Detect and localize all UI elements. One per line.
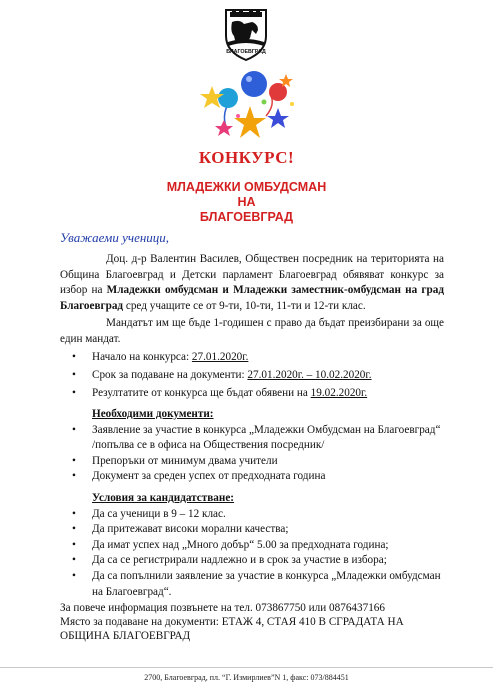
- footer-address: 2700, Благоевград, пл. “Г. Измирлиев”N 1, факс: 073/884451: [144, 673, 349, 682]
- list-item: • Да са се регистрирали надлежно и в срок за участие в избора;: [66, 553, 446, 569]
- greeting: Уважаеми ученици,: [60, 230, 170, 245]
- list-item: [66, 350, 446, 366]
- dates-list: [66, 350, 446, 404]
- intro-paragraph-1: [60, 252, 444, 314]
- contact-location-line: Място за подаване на документи: ЕТАЖ 4, СТАЯ 410 В СГРАДАТА НА ОБЩИНА БЛАГОЕВГРАД: [60, 616, 404, 642]
- intro-text-part: сред учащите се от 9-ти, 10-ти, 11-ти и 12-ти клас.: [123, 299, 366, 312]
- contest-heading: КОНКУРС!: [198, 148, 295, 167]
- title-line-1: МЛАДЕЖКИ ОМБУДСМАН: [166, 180, 327, 194]
- date-value: 27.01.2020г. – 10.02.2020г.: [247, 369, 372, 382]
- list-item: [66, 368, 446, 384]
- intro-paragraph-2: Мандатът им ще бъде 1-годишен с право да бъдат преизбирани за още един мандат.: [60, 317, 444, 345]
- list-item: • Препоръки от минимум двама учители: [66, 454, 446, 470]
- contest-title: [0, 180, 493, 225]
- stars-balloons-decoration: [194, 68, 304, 152]
- list-item: • Да са ученици в 9 – 12 клас.: [66, 507, 446, 523]
- date-value: 27.01.2020г.: [191, 351, 249, 363]
- list-item: • Да са попълнили заявление за участие в конкурса „Младежки омбудсман на Благоевград“.: [66, 569, 446, 600]
- title-line-2: НА: [237, 195, 256, 209]
- contact-phone-line: За повече информация позвънете на тел. 073867750 или 0876437166: [60, 602, 385, 614]
- date-label: Начало на конкурса:: [92, 351, 192, 363]
- conditions-heading: Условия за кандидатстване:: [92, 492, 235, 504]
- date-value: 19.02.2020г.: [310, 387, 368, 400]
- list-item: [66, 386, 446, 402]
- list-item: • Да имат успех над „Много добър“ 5.00 за предходната година;: [66, 538, 446, 554]
- date-label: Резултатите от конкурса ще бъдат обявени на: [92, 387, 311, 400]
- conditions-section: [66, 491, 446, 600]
- intro-text: [60, 252, 444, 348]
- title-line-3: БЛАГОЕВГРАД: [199, 210, 294, 224]
- intro-bold-text: Младежки омбудсман и Младежки заместник-омбудсман на град Благоевград: [60, 284, 444, 312]
- intro-text-part: Доц. д-р Валентин Василев, Обществен посредник на територията на Община Благоевград и Детски парламент Благоевград обявяват конкурс за избор на: [60, 253, 444, 297]
- crest-text: БЛАГОЕВГРАД: [226, 49, 266, 55]
- blagoevgrad-crest-logo: [222, 6, 270, 62]
- date-label: Срок за подаване на документи:: [92, 369, 248, 382]
- footer-divider: [0, 667, 493, 668]
- contact-info: [60, 601, 450, 643]
- documents-heading: Необходими документи:: [92, 408, 214, 420]
- list-item: • Заявление за участие в конкурса „Младежки Омбудсман на Благоевград“ /попълва се в офиса на Обществения посредник/: [66, 423, 446, 454]
- list-item: • Документ за среден успех от предходната година: [66, 469, 446, 485]
- documents-section: [66, 407, 446, 485]
- list-item: • Да притежават високи морални качества;: [66, 522, 446, 538]
